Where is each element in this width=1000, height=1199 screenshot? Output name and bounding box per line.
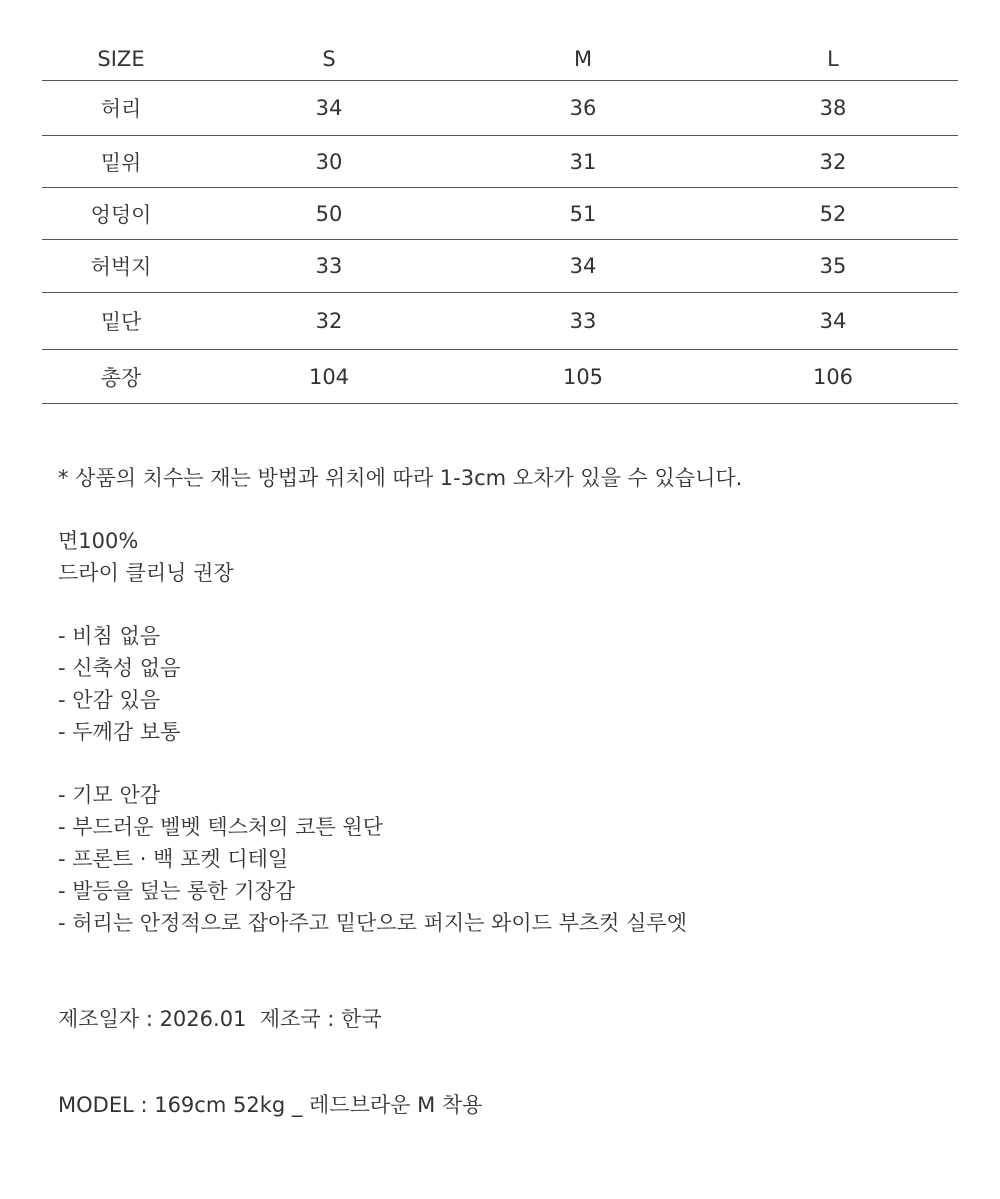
value-l: 38 bbox=[708, 81, 958, 136]
size-chart-table bbox=[42, 38, 958, 404]
feature-item: - 발등을 덮는 롱한 기장감 bbox=[58, 879, 296, 903]
size-header-row bbox=[42, 38, 958, 81]
value-l: 32 bbox=[708, 136, 958, 188]
property-item: - 두께감 보통 bbox=[58, 720, 181, 744]
feature-item: - 기모 안감 bbox=[58, 783, 161, 807]
spacer bbox=[58, 939, 958, 1003]
value-l: 106 bbox=[708, 350, 958, 404]
value-m: 36 bbox=[458, 81, 708, 136]
header-m: M bbox=[458, 38, 708, 81]
care-instruction: 드라이 클리닝 권장 bbox=[58, 561, 234, 585]
table-row bbox=[42, 81, 958, 136]
value-l: 34 bbox=[708, 293, 958, 350]
table-row bbox=[42, 136, 958, 188]
model-info: MODEL : 169cm 52kg _ 레드브라운 M 착용 bbox=[58, 1093, 483, 1117]
spacer bbox=[58, 494, 958, 525]
row-label: 허리 bbox=[42, 81, 200, 136]
spacer bbox=[58, 1035, 958, 1089]
manufacture-info: 제조일자 : 2026.01 제조국 : 한국 bbox=[58, 1007, 382, 1031]
feature-item: - 부드러운 벨벳 텍스처의 코튼 원단 bbox=[58, 815, 383, 839]
value-s: 33 bbox=[200, 240, 458, 293]
value-m: 31 bbox=[458, 136, 708, 188]
value-l: 52 bbox=[708, 188, 958, 240]
header-size: SIZE bbox=[42, 38, 200, 81]
value-s: 104 bbox=[200, 350, 458, 404]
feature-item: - 허리는 안정적으로 잡아주고 밑단으로 퍼지는 와이드 부츠컷 실루엣 bbox=[58, 911, 687, 935]
product-notes bbox=[58, 462, 958, 1121]
table-row bbox=[42, 188, 958, 240]
value-m: 105 bbox=[458, 350, 708, 404]
header-s: S bbox=[200, 38, 458, 81]
row-label: 총장 bbox=[42, 350, 200, 404]
row-label: 밑단 bbox=[42, 293, 200, 350]
spacer bbox=[58, 589, 958, 620]
table-row bbox=[42, 240, 958, 293]
measurement-notice: * 상품의 치수는 재는 방법과 위치에 따라 1-3cm 오차가 있을 수 있습니다. bbox=[58, 466, 743, 490]
table-row bbox=[42, 293, 958, 350]
property-item: - 비침 없음 bbox=[58, 624, 161, 648]
row-label: 허벅지 bbox=[42, 240, 200, 293]
value-m: 34 bbox=[458, 240, 708, 293]
header-l: L bbox=[708, 38, 958, 81]
feature-item: - 프론트 · 백 포켓 디테일 bbox=[58, 847, 289, 871]
property-item: - 신축성 없음 bbox=[58, 656, 181, 680]
value-s: 32 bbox=[200, 293, 458, 350]
value-m: 51 bbox=[458, 188, 708, 240]
fabric-composition: 면100% bbox=[58, 529, 139, 553]
value-s: 30 bbox=[200, 136, 458, 188]
spacer bbox=[58, 748, 958, 779]
value-s: 50 bbox=[200, 188, 458, 240]
property-item: - 안감 있음 bbox=[58, 688, 161, 712]
value-l: 35 bbox=[708, 240, 958, 293]
value-m: 33 bbox=[458, 293, 708, 350]
table-row bbox=[42, 350, 958, 404]
row-label: 밑위 bbox=[42, 136, 200, 188]
row-label: 엉덩이 bbox=[42, 188, 200, 240]
value-s: 34 bbox=[200, 81, 458, 136]
